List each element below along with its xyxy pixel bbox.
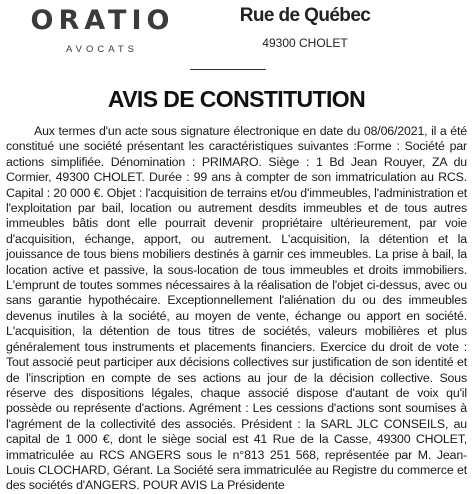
address-block — [230, 5, 380, 50]
logo-name: ORATIO — [30, 5, 175, 36]
header-divider — [190, 69, 266, 70]
address-street: Rue de Québec — [239, 5, 371, 26]
notice-title: AVIS DE CONSTITUTION — [107, 86, 366, 112]
logo-subtitle: AVOCATS — [66, 44, 138, 55]
oratio-logo — [25, 6, 175, 55]
notice-body: Aux termes d'un acte sous signature électronique en date du 08/06/2021, il a été constitué une société présentant les caractéristiques suivantes :Forme : Société par actions simplifiée. Dénomination : PRIMARO. Siège : 1 Bd Jean Rouyer, ZA du Cormier, 49300 CHOLET. Durée : 99 ans à compter de son immatriculation au RCS. Capital : 20 000 €. Objet : l'acquisition de terrains et/ou d'immeubles, l'administration et l'exploitation par bail, location ou autrement desdits immeubles et de tous autres immeubles bâtis dont elle pourrait devenir propriétaire ultérieurement, par voie d'acquisition, échange, apport, ou autrement. L'acquisition, la détention et la jouissance de tous biens mobiliers destinés à garnir ces immeubles. La prise à bail, la location active et passive, la sous-location de tous immeubles et droits immobiliers. L'emprunt de toutes sommes nécessaires à la réalisation de l'objet ci-dessus, avec ou sans garantie hypothécaire. Exceptionnellement l'aliénation du ou des immeubles devenus inutiles à la société, au moyen de vente, échange ou apport en société. L'acquisition, la détention de tous titres de sociétés, valeurs mobilières et plus généralement tous instruments et placements financiers. Exercice du droit de vote : Tout associé peut participer aux décisions collectives sur justification de son identité et de l'inscription en compte de ses actions au jour de la décision collective. Sous réserve des dispositions légales, chaque associé dispose d'autant de voix qu'il possède ou représente d'actions. Agrément : Les cessions d'actions sont soumises à l'agrément de la collectivité des associés. Président : la SARL JLC CONSEILS, au capital de 1 000 €, dont le siège social est 41 Rue de la Casse, 49300 CHOLET, immatriculée au RCS ANGERS sous le n°813 251 568, représentée par M. Jean-Louis CLOCHARD, Gérant. La Société sera immatriculée au Registre du commerce et des sociétés d'ANGERS. POUR AVIS La Présidente — [6, 124, 467, 493]
address-city: 49300 CHOLET — [262, 36, 348, 50]
